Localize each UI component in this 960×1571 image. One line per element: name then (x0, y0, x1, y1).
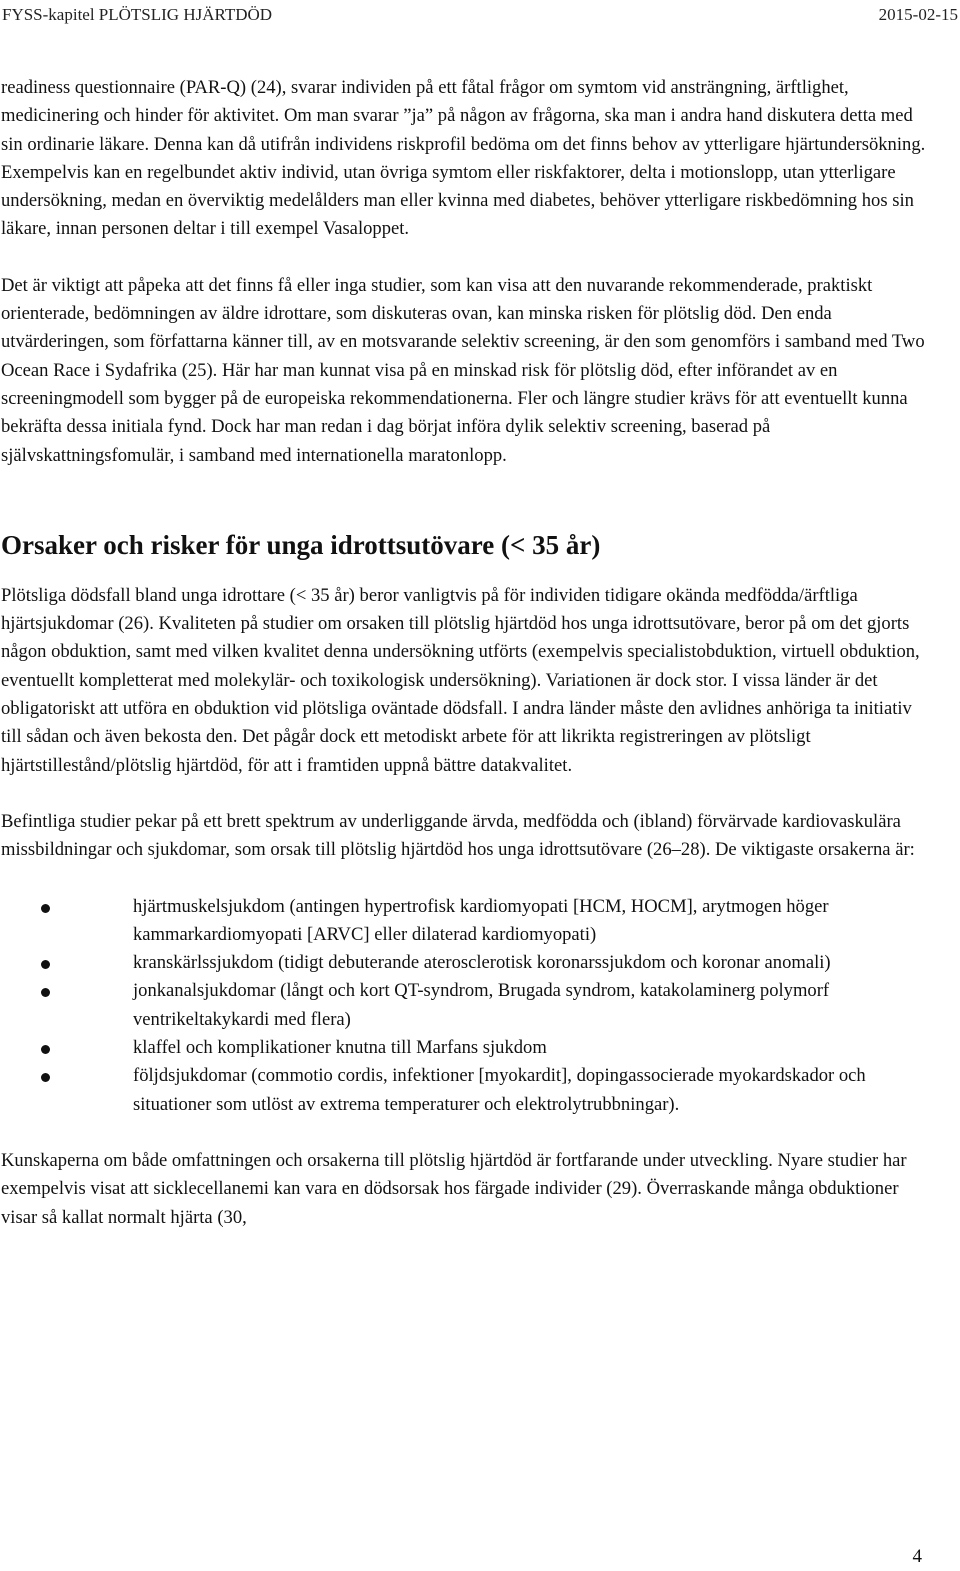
page-number: 4 (912, 1546, 922, 1567)
list-item-text: klaffel och komplikationer knutna till Marfans sjukdom (133, 1037, 547, 1059)
section-heading: Orsaker och risker för unga idrottsutövare (< 35 år) (1, 529, 601, 560)
paragraph-par-q: readiness questionnaire (PAR-Q) (24), svarar individen på ett fåtal frågor om symtom vid ansträngning, ärftlighet, medicinering och hinder för aktivitet. Om man svarar ”ja” på någon av frågorna, ska man i andra hand diskutera detta med sin ordinarie läkare. Denna kan då utifrån individens riskprofil bedöma om det finns behov av ytterligare hjärtundersökning. Exempelvis kan en regelbundet aktiv individ, utan övriga symtom eller riskfaktorer, delta i motionslopp, utan ytterligare undersökning, medan en överviktig medelålders man eller kvinna med diabetes, behöver ytterligare riskbedömning hos sin läkare, innan personen deltar i till exempel Vasaloppet. (1, 77, 926, 240)
paragraph-screening-studies: Det är viktigt att påpeka att det finns få eller inga studier, som kan visa att den nuvarande rekommenderade, praktiskt orienterade, bedömningen av äldre idrottare, som diskuteras ovan, kan minska risken för plötslig död. Den enda utvärderingen, som författarna känner till, av en motsvarande selektiv screening, är den som genomförs i samband med Two Ocean Race i Sydafrika (25). Här har man kunnat visa på en minskad risk för plötslig död, efter införandet av en screeningmodell som bygger på de europeiska rekommendationerna. Fler och längre studier krävs för att eventuellt kunna bekräfta dessa initiala fynd. Dock har man redan i dag börjat införa dylik selektiv screening, baserad på självskattningsfomulär, i samband med internationella maratonlopp. (1, 274, 925, 466)
page-header (0, 5, 960, 31)
list-item-text: kranskärlssjukdom (tidigt debuterande aterosclerotisk koronarssjukdom och koronar anomali) (133, 952, 831, 974)
list-item (1, 1034, 931, 1062)
list-item (1, 977, 931, 1034)
document-body (1, 74, 931, 1260)
list-item (1, 949, 931, 977)
bullet-icon (41, 1073, 50, 1082)
bullet-icon (41, 904, 50, 913)
causes-list (1, 893, 931, 1119)
paragraph-causes-intro: Plötsliga dödsfall bland unga idrottare (< 35 år) beror vanligtvis på för individen tidigare okända medfödda/ärftliga hjärtsjukdomar (26). Kvaliteten på studier om orsaken till plötslig hjärtdöd hos unga idrottsutövare, beror på om det gjorts någon obduktion, samt med vilken kvalitet denna undersökning utförts (exempelvis specialistobduktion, virtuell obduktion, eventuellt kompletterat med molekylär- och toxikologisk undersökning). Variationen är dock stor. I vissa länder är det obligatoriskt att utföra en obduktion vid plötsliga oväntade dödsfall. I andra länder måste den avlidnes anhöriga ta initiativ till sådan och även bekosta den. Det pågår dock ett metodiskt arbete för att likrikta registreringen av plötsligt hjärtstillestånd/plötslig hjärtdöd, för att i framtiden uppnå bättre datakvalitet. (1, 584, 920, 776)
bullet-icon (41, 1045, 50, 1054)
bullet-icon (41, 988, 50, 997)
paragraph-knowledge: Kunskaperna om både omfattningen och orsakerna till plötslig hjärtdöd är fortfarande under utveckling. Nyare studier har exempelvis visat att sicklecellanemi kan vara en dödsorsak hos färgade individer (29). Överraskande många obduktioner visar så kallat normalt hjärta (30, (1, 1149, 907, 1228)
header-title: FYSS-kapitel PLÖTSLIG HJÄRTDÖD (2, 5, 273, 24)
list-item (1, 1062, 931, 1119)
header-date: 2015-02-15 (878, 5, 958, 24)
list-item (1, 893, 931, 950)
bullet-icon (41, 960, 50, 969)
list-item-text: följdsjukdomar (commotio cordis, infektioner [myokardit], dopingassocierade myokardskador och situationer som utlöst av extrema temperaturer och elektrolytrubbningar). (133, 1065, 866, 1115)
list-item-text: jonkanalsjukdomar (långt och kort QT-syndrom, Brugada syndrom, katakolaminerg polymorf ventrikeltakykardi med flera) (133, 980, 830, 1030)
list-item-text: hjärtmuskelsjukdom (antingen hypertrofisk kardiomyopati [HCM, HOCM], arytmogen höger kammarkardiomyopati [ARVC] eller dilaterad kardiomyopati) (133, 895, 829, 945)
paragraph-existing-studies: Befintliga studier pekar på ett brett spektrum av underliggande ärvda, medfödda och (ibland) förvärvade kardiovaskulära missbildningar och sjukdomar, som orsak till plötslig hjärtdöd hos unga idrottsutövare (26–28). De viktigaste orsakerna är: (1, 810, 915, 861)
